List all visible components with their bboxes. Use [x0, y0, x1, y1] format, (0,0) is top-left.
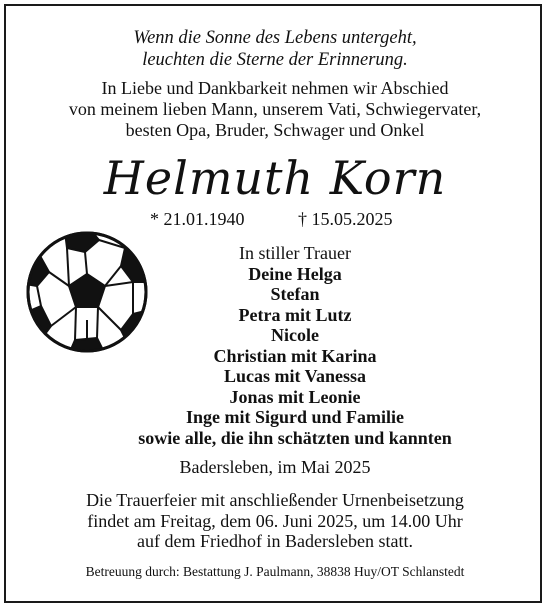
birth-date: * 21.01.1940 — [150, 209, 245, 229]
mourner-name: Deine Helga — [248, 263, 342, 284]
service-line: Die Trauerfeier mit anschließender Urnenbeisetzung — [86, 490, 464, 510]
mourner-name: sowie alle, die ihn schätzten und kannten — [138, 427, 452, 448]
deceased-name: Helmuth Korn — [103, 151, 447, 205]
intro-line: In Liebe und Dankbarkeit nehmen wir Abschied — [101, 78, 449, 98]
intro-line: besten Opa, Bruder, Schwager und Onkel — [125, 120, 425, 140]
mourner-name: Inge mit Sigurd und Familie — [185, 407, 405, 427]
intro-text — [0, 78, 550, 141]
service-info — [0, 490, 550, 552]
mourners-list — [80, 243, 510, 448]
motto-line: leuchten die Sterne der Erinnerung. — [142, 50, 408, 70]
mourner-name: Nicole — [271, 325, 319, 345]
mourners-lead: In stiller Trauer — [239, 243, 351, 263]
funeral-home-credit: Betreuung durch: Bestattung J. Paulmann, 38838 Huy/OT Schlanstedt — [85, 564, 465, 579]
mourner-name: Stefan — [270, 284, 320, 304]
motto — [0, 27, 550, 71]
death-date: † 15.05.2025 — [298, 209, 393, 229]
mourner-name: Jonas mit Leonie — [229, 386, 361, 407]
motto-line: Wenn die Sonne des Lebens untergeht, — [133, 28, 417, 48]
place-date: Badersleben, im Mai 2025 — [179, 457, 371, 477]
mourner-name: Petra mit Lutz — [238, 304, 352, 325]
intro-line: von meinem lieben Mann, unserem Vati, Schwiegervater, — [68, 99, 482, 119]
mourner-name: Christian mit Karina — [213, 345, 377, 366]
mourner-name: Lucas mit Vanessa — [223, 366, 367, 386]
service-line: auf dem Friedhof in Badersleben statt. — [137, 531, 413, 551]
service-line: findet am Freitag, dem 06. Juni 2025, um 14.00 Uhr — [87, 510, 463, 531]
